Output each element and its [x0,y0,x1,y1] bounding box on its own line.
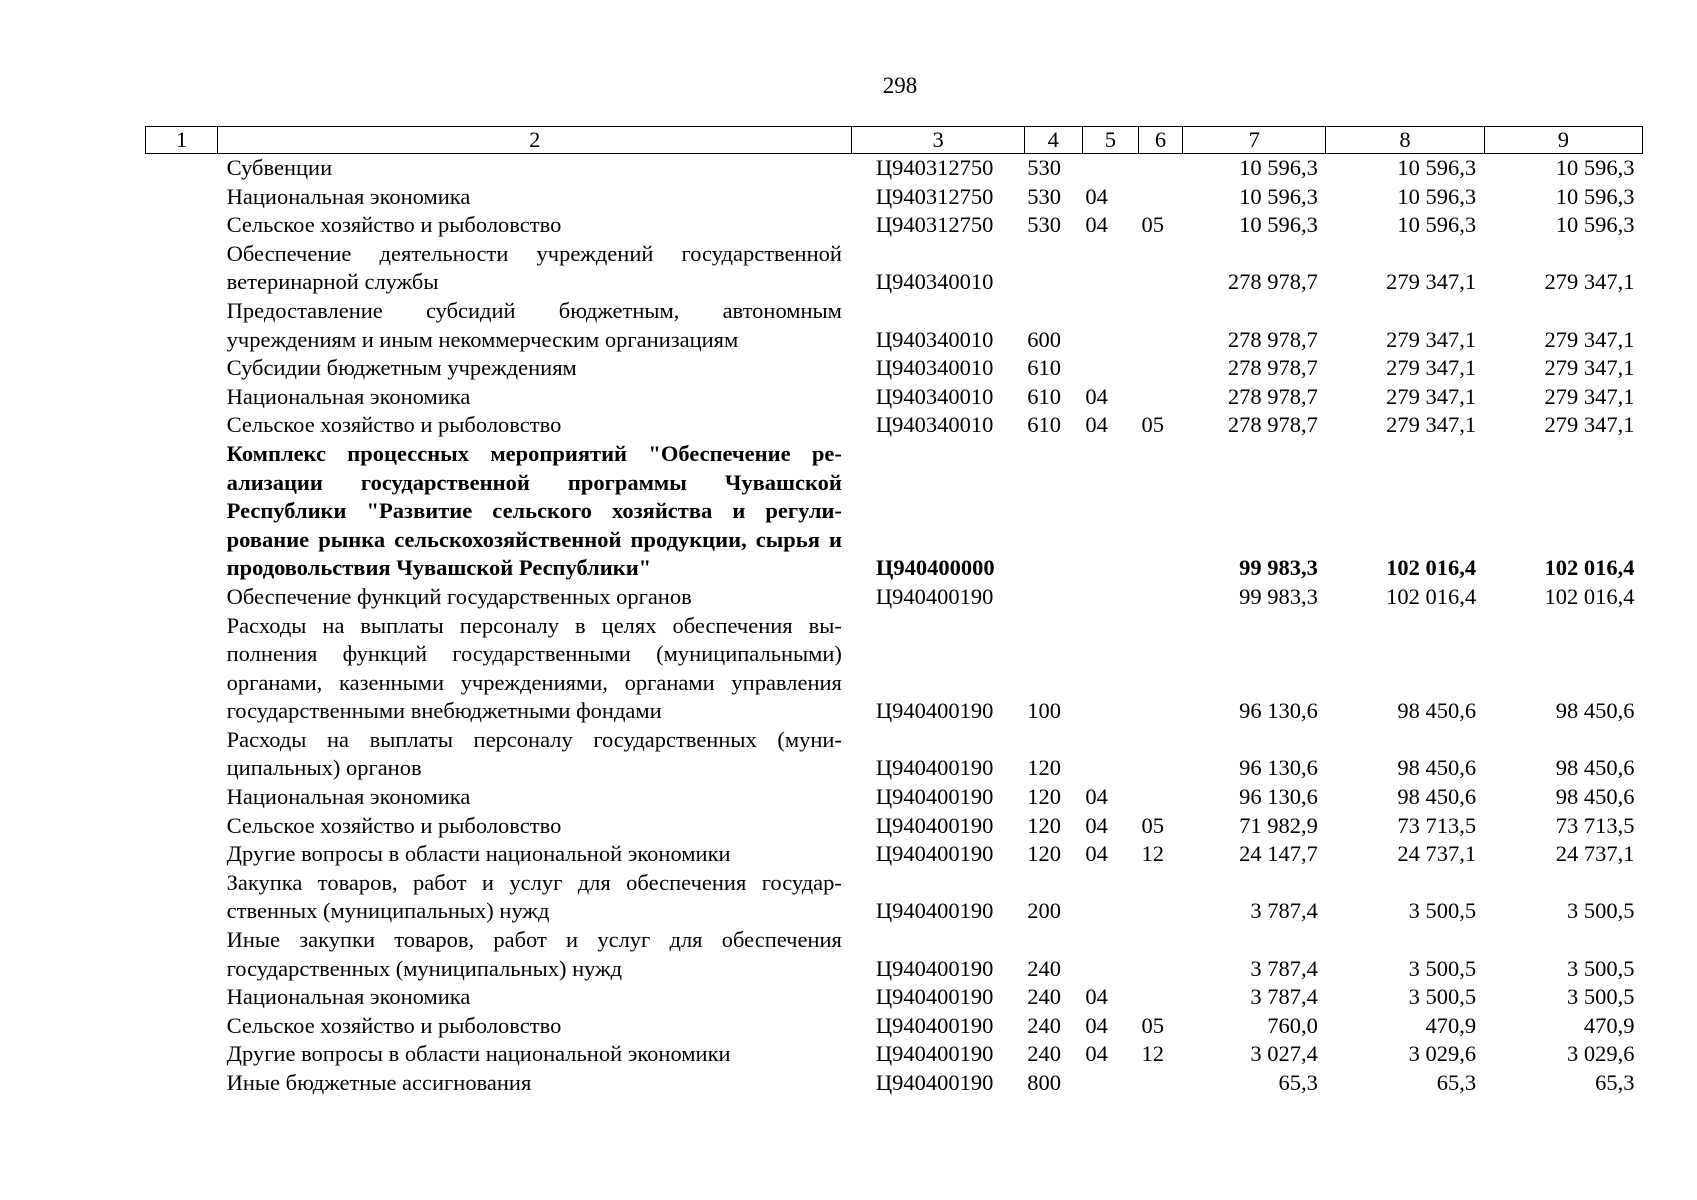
row-amount-col8: 3 500,5 [1408,898,1477,924]
row-expense-type-cell [1138,612,1182,726]
row-section-cell: 240 [1027,955,1061,981]
row-amount-col9: 3 500,5 [1567,898,1635,924]
table-row [146,354,1643,383]
row-section-cell: 120 [1027,812,1061,838]
row-name-cell: Сельское хозяйство и рыболовство [226,1012,562,1038]
row-code-cell: Ц940340010 [875,412,994,438]
row-section-cell: 530 [1027,155,1061,180]
row-section-cell: 800 [1027,1070,1061,1095]
row-number-cell [146,583,218,612]
row-amount-col7: 99 983,3 [1239,555,1318,581]
row-number-cell [146,983,218,1012]
row-subsection-cell: 04 [1085,1041,1108,1067]
row-expense-type-cell [1138,183,1182,212]
row-section-cell: 610 [1027,355,1061,381]
row-section-cell: 530 [1027,183,1061,209]
row-section-cell: 240 [1027,984,1061,1010]
row-amount-col8: 3 500,5 [1408,984,1477,1010]
row-amount-col9: 279 347,1 [1544,383,1635,409]
row-expense-type-cell [1138,583,1182,612]
row-amount-col8: 10 596,3 [1397,212,1477,238]
row-expense-type-cell: 05 [1141,1012,1164,1038]
row-expense-type-cell [1138,783,1182,812]
table-row [146,583,1643,612]
row-subsection-cell [1082,240,1138,297]
row-expense-type-cell [1138,440,1182,583]
row-amount-col8: 98 450,6 [1397,755,1477,781]
row-section-cell [1024,583,1082,612]
row-amount-col7: 71 982,9 [1239,812,1318,838]
row-code-cell: Ц940400190 [875,1041,994,1067]
row-section-cell: 120 [1027,841,1061,867]
row-number-cell [146,1069,218,1098]
row-number-cell [146,297,218,354]
row-code-cell: Ц940340010 [875,355,994,381]
row-name-cell: Расходы на выплаты персоналу государственных (муниципальных) органов [226,726,842,781]
row-expense-type-cell [1138,354,1182,383]
row-amount-col9: 279 347,1 [1544,269,1635,295]
row-amount-col9: 470,9 [1583,1012,1635,1038]
row-name-cell: Закупка товаров, работ и услуг для обеспечения государственных (муниципальных) нужд [226,869,842,924]
row-subsection-cell: 04 [1085,383,1108,409]
row-subsection-cell [1082,726,1138,783]
row-amount-col7: 278 978,7 [1227,383,1318,409]
row-number-cell [146,1040,218,1069]
row-amount-col7: 96 130,6 [1239,755,1318,781]
row-code-cell: Ц940340010 [875,326,994,352]
row-number-cell [146,354,218,383]
row-name-cell: Другие вопросы в области национальной экономики [226,1041,731,1067]
table-row [146,1012,1643,1041]
row-code-cell: Ц940312750 [875,155,994,180]
row-subsection-cell: 04 [1085,784,1108,810]
row-amount-col9: 98 450,6 [1555,784,1635,810]
row-name-cell: Иные бюджетные ассигнования [226,1070,532,1095]
row-amount-col9: 279 347,1 [1544,412,1635,438]
row-expense-type-cell: 12 [1141,841,1164,867]
row-subsection-cell [1082,354,1138,383]
table-row [146,1040,1643,1069]
row-subsection-cell: 04 [1085,1012,1108,1038]
row-code-cell: Ц940400190 [875,784,994,810]
row-amount-col7: 3 027,4 [1250,1041,1318,1067]
row-amount-col8: 98 450,6 [1397,698,1477,724]
row-number-cell [146,240,218,297]
row-amount-col9: 65,3 [1595,1070,1635,1095]
row-amount-col7: 10 596,3 [1239,155,1318,180]
row-amount-col7: 278 978,7 [1227,269,1318,295]
row-amount-col7: 65,3 [1278,1070,1318,1095]
row-number-cell [146,183,218,212]
row-amount-col7: 3 787,4 [1250,898,1318,924]
row-number-cell [146,869,218,926]
table-row [146,240,1643,297]
row-code-cell: Ц940400190 [875,755,994,781]
table-row [146,726,1643,783]
row-amount-col8: 3 500,5 [1408,955,1477,981]
row-number-cell [146,440,218,583]
row-expense-type-cell [1138,726,1182,783]
row-name-cell: Сельское хозяйство и рыболовство [226,412,562,438]
table-row [146,411,1643,440]
row-section-cell: 200 [1027,898,1061,924]
row-amount-col9: 3 029,6 [1567,1041,1635,1067]
header-col-7: 7 [1183,127,1326,154]
page-number: 298 [882,73,918,98]
row-subsection-cell [1082,154,1138,183]
row-expense-type-cell [1138,297,1182,354]
row-subsection-cell: 04 [1085,212,1108,238]
row-name-cell: Сельское хозяйство и рыболовство [226,812,562,838]
row-expense-type-cell [1138,1069,1182,1098]
row-section-cell: 100 [1027,698,1061,724]
row-number-cell [146,926,218,983]
row-amount-col9: 102 016,4 [1544,555,1635,581]
row-amount-col9: 10 596,3 [1555,183,1635,209]
header-col-8: 8 [1326,127,1484,154]
header-col-2: 2 [218,127,852,154]
row-number-cell [146,812,218,841]
row-name-cell: Предоставление субсидий бюджетным, автономным учреждениям и иным некоммерческим организациям [226,297,842,352]
row-code-cell: Ц940400190 [875,583,994,609]
row-code-cell: Ц940340010 [875,383,994,409]
row-amount-col8: 98 450,6 [1397,784,1477,810]
row-amount-col7: 278 978,7 [1227,326,1318,352]
row-expense-type-cell [1138,240,1182,297]
row-amount-col7: 760,0 [1267,1012,1318,1038]
row-amount-col7: 3 787,4 [1250,955,1318,981]
row-amount-col8: 10 596,3 [1397,183,1477,209]
table-row [146,612,1643,726]
row-amount-col8: 279 347,1 [1386,383,1477,409]
row-amount-col9: 98 450,6 [1555,755,1635,781]
row-number-cell [146,154,218,183]
row-code-cell: Ц940312750 [875,183,994,209]
row-subsection-cell [1082,297,1138,354]
row-number-cell [146,840,218,869]
row-amount-col9: 10 596,3 [1555,212,1635,238]
row-amount-col9: 3 500,5 [1567,955,1635,981]
row-amount-col9: 279 347,1 [1544,326,1635,352]
row-code-cell: Ц940400190 [875,1012,994,1038]
row-amount-col8: 279 347,1 [1386,412,1477,438]
table-row [146,211,1643,240]
header-col-9: 9 [1484,127,1642,154]
row-amount-col7: 278 978,7 [1227,412,1318,438]
row-amount-col8: 102 016,4 [1386,555,1477,581]
row-section-cell [1024,440,1082,583]
row-expense-type-cell: 05 [1141,412,1164,438]
row-code-cell: Ц940400190 [875,955,994,981]
row-expense-type-cell: 12 [1141,1041,1164,1067]
table-row [146,926,1643,983]
row-subsection-cell: 04 [1085,984,1108,1010]
row-section-cell: 610 [1027,383,1061,409]
row-amount-col8: 102 016,4 [1386,583,1477,609]
row-code-cell: Ц940400190 [875,1070,994,1095]
row-section-cell [1024,240,1082,297]
row-number-cell [146,1012,218,1041]
row-subsection-cell: 04 [1085,183,1108,209]
row-code-cell: Ц940340010 [875,269,994,295]
header-col-4: 4 [1024,127,1082,154]
row-code-cell: Ц940400190 [875,841,994,867]
row-amount-col9: 98 450,6 [1555,698,1635,724]
row-amount-col8: 279 347,1 [1386,269,1477,295]
row-name-cell: Другие вопросы в области национальной экономики [226,841,731,867]
table-row [146,869,1643,926]
row-amount-col7: 278 978,7 [1227,355,1318,381]
row-subsection-cell: 04 [1085,812,1108,838]
row-name-cell: Сельское хозяйство и рыболовство [226,212,562,238]
row-code-cell: Ц940400190 [875,812,994,838]
row-name-cell: Комплекс процессных мероприятий "Обеспечение реализации государственной программы Чувашской Республики "Развитие сельского хозяйства и регулирование рынка сельскохозяйственной продукции, сырья и продовольствия Чувашской Республики" [226,440,842,581]
row-section-cell: 610 [1027,412,1061,438]
row-section-cell: 120 [1027,784,1061,810]
row-number-cell [146,383,218,412]
row-amount-col9: 73 713,5 [1555,812,1635,838]
row-expense-type-cell [1138,869,1182,926]
row-subsection-cell: 04 [1085,841,1108,867]
row-section-cell: 240 [1027,1012,1061,1038]
table-row [146,812,1643,841]
row-name-cell: Субвенции [226,155,333,180]
row-name-cell: Субсидии бюджетным учреждениям [226,355,577,381]
row-name-cell: Национальная экономика [226,784,471,810]
row-name-cell: Обеспечение функций государственных органов [226,583,692,609]
row-section-cell: 120 [1027,755,1061,781]
row-name-cell: Национальная экономика [226,183,471,209]
row-code-cell: Ц940400190 [875,898,994,924]
row-amount-col9: 10 596,3 [1555,155,1635,180]
row-expense-type-cell: 05 [1141,212,1164,238]
row-amount-col9: 102 016,4 [1544,583,1635,609]
row-subsection-cell [1082,583,1138,612]
row-expense-type-cell [1138,983,1182,1012]
row-amount-col7: 96 130,6 [1239,698,1318,724]
header-row [146,127,1643,154]
table-row [146,783,1643,812]
row-amount-col9: 24 737,1 [1555,841,1635,867]
row-expense-type-cell [1138,926,1182,983]
row-name-cell: Обеспечение деятельности учреждений государственной ветеринарной службы [226,240,842,295]
row-amount-col7: 24 147,7 [1239,841,1318,867]
row-subsection-cell [1082,1069,1138,1098]
row-subsection-cell [1082,869,1138,926]
row-name-cell: Национальная экономика [226,383,471,409]
row-amount-col8: 24 737,1 [1397,841,1477,867]
table-row [146,297,1643,354]
row-amount-col8: 10 596,3 [1397,155,1477,180]
header-col-6: 6 [1138,127,1182,154]
table-row [146,1069,1643,1098]
budget-table [145,126,1643,1098]
row-amount-col8: 65,3 [1436,1070,1477,1095]
row-section-cell: 240 [1027,1041,1061,1067]
row-amount-col9: 3 500,5 [1567,984,1635,1010]
row-section-cell: 600 [1027,326,1061,352]
row-subsection-cell: 04 [1085,412,1108,438]
table-row [146,440,1643,583]
row-code-cell: Ц940312750 [875,212,994,238]
row-number-cell [146,411,218,440]
row-amount-col7: 96 130,6 [1239,784,1318,810]
row-number-cell [146,783,218,812]
header-col-1: 1 [146,127,218,154]
table-row [146,383,1643,412]
header-col-3: 3 [852,127,1024,154]
header-col-5: 5 [1082,127,1138,154]
row-name-cell: Расходы на выплаты персоналу в целях обеспечения выполнения функций государственными (муниципальными) органами, казенными учреждениями, органами управления государственными внебюджетными фондами [226,612,842,724]
row-code-cell: Ц940400190 [875,984,994,1010]
row-expense-type-cell [1138,383,1182,412]
row-expense-type-cell [1138,154,1182,183]
row-amount-col7: 3 787,4 [1250,984,1318,1010]
table-header [146,127,1643,154]
row-number-cell [146,726,218,783]
table-row [146,983,1643,1012]
table-row [146,183,1643,212]
row-amount-col8: 279 347,1 [1386,326,1477,352]
row-name-cell: Иные закупки товаров, работ и услуг для обеспечения государственных (муниципальных) нужд [226,927,842,981]
row-subsection-cell [1082,926,1138,983]
row-amount-col8: 470,9 [1425,1012,1477,1038]
row-amount-col8: 73 713,5 [1397,812,1477,838]
row-expense-type-cell: 05 [1141,812,1164,838]
row-amount-col8: 279 347,1 [1386,355,1477,381]
row-name-cell: Национальная экономика [226,984,471,1010]
row-subsection-cell [1082,612,1138,726]
row-code-cell: Ц940400000 [875,555,995,581]
table-row [146,840,1643,869]
row-amount-col9: 279 347,1 [1544,355,1635,381]
row-amount-col7: 99 983,3 [1239,583,1318,609]
row-subsection-cell [1082,440,1138,583]
table-row [146,154,1643,183]
row-amount-col7: 10 596,3 [1239,212,1318,238]
table-body [146,154,1643,1098]
row-number-cell [146,211,218,240]
row-amount-col8: 3 029,6 [1408,1041,1477,1067]
row-number-cell [146,612,218,726]
row-code-cell: Ц940400190 [875,698,994,724]
row-amount-col7: 10 596,3 [1239,183,1318,209]
row-section-cell: 530 [1027,212,1061,238]
